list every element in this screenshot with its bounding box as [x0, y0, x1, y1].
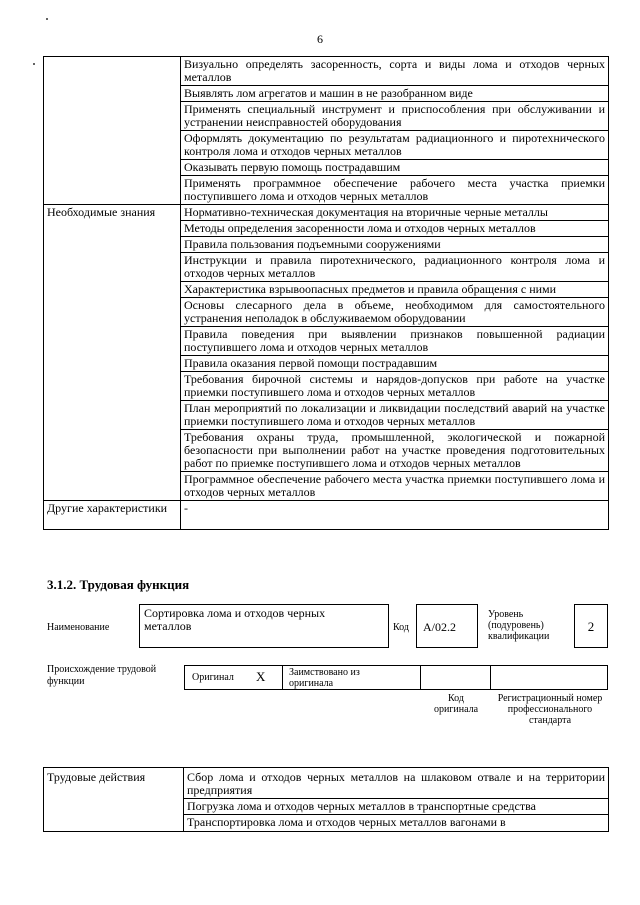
table-row — [44, 768, 609, 799]
action-item: Сбор лома и отходов черных металлов на шлаковом отвале и на территории предприятия — [184, 768, 609, 799]
level-label: Уровень (подуровень) квалификации — [488, 609, 550, 642]
knowledge-item: План мероприятий по локализации и ликвидации последствий аварий на участке приемки поступившего лома и отходов черных металлов — [181, 401, 609, 430]
knowledge-item: Характеристика взрывоопасных предметов и правила обращения с ними — [181, 282, 609, 298]
knowledge-item: Методы определения засоренности лома и отходов черных металлов — [181, 221, 609, 237]
table-row — [44, 205, 609, 221]
skill-item: Выявлять лом агрегатов и машин в не разобранном виде — [181, 86, 609, 102]
original-mark: X — [256, 669, 266, 684]
section-title: 3.1.2. Трудовая функция — [47, 577, 190, 592]
action-item: Транспортировка лома и отходов черных металлов вагонами в — [184, 815, 609, 832]
scan-speck — [33, 63, 35, 65]
skill-item: Применять программное обеспечение рабочего места участка приемки поступившего лома и отходов черных металлов — [181, 176, 609, 205]
skills-knowledge-table — [43, 56, 609, 530]
original-label: Оригинал — [192, 672, 234, 683]
skill-item: Оформлять документацию по результатам радиационного и пиротехнического контроля лома и отходов черных металлов — [181, 131, 609, 160]
origin-code-box — [420, 665, 491, 690]
code-value: А/02.2 — [423, 620, 456, 634]
knowledge-item: Правила поведения при выявлении признаков повышенной радиации поступившего лома и отходов черных металлов — [181, 327, 609, 356]
name-value: Сортировка лома и отходов черных металлов — [144, 606, 326, 633]
code-original-caption: Код оригинала — [433, 693, 479, 715]
skills-label-cell — [44, 57, 181, 205]
origin-reg-box — [490, 665, 608, 690]
knowledge-item: Требования бирочной системы и нарядов-допусков при работе на участке приемки поступившего лома и отходов черных металлов — [181, 372, 609, 401]
skill-item: Оказывать первую помощь пострадавшим — [181, 160, 609, 176]
knowledge-item: Нормативно-техническая документация на вторичные черные металлы — [181, 205, 609, 221]
name-label: Наименование — [47, 622, 110, 633]
page-number: 6 — [317, 32, 323, 46]
knowledge-item: Основы слесарного дела в объеме, необходимом для самостоятельного устранения неполадок в обслуживаемом оборудовании — [181, 298, 609, 327]
level-value: 2 — [587, 619, 595, 634]
skill-item: Визуально определять засоренность, сорта и виды лома и отходов черных металлов — [181, 57, 609, 86]
origin-label: Происхождение трудовой функции — [47, 664, 157, 687]
borrowed-label: Заимствовано из оригинала — [289, 667, 360, 689]
knowledge-item: Правила оказания первой помощи пострадавшим — [181, 356, 609, 372]
code-label: Код — [393, 622, 409, 633]
other-characteristics-value: - — [181, 501, 609, 530]
table-row — [44, 57, 609, 86]
skill-item: Применять специальный инструмент и приспособления при обслуживании и устранении неисправностей оборудования — [181, 102, 609, 131]
knowledge-item: Правила пользования подъемными сооружениями — [181, 237, 609, 253]
knowledge-label: Необходимые знания — [44, 205, 181, 501]
knowledge-item: Инструкции и правила пиротехнического, радиационного контроля лома и отходов черных металлов — [181, 253, 609, 282]
knowledge-item: Требования охраны труда, промышленной, экологической и пожарной безопасности при выполнении работ на участке проведения подготовительных работ по приемке поступившего лома и отходов черных металлов — [181, 430, 609, 472]
knowledge-item: Программное обеспечение рабочего места участка приемки поступившего лома и отходов черных металлов — [181, 472, 609, 501]
table-row — [44, 501, 609, 530]
actions-label: Трудовые действия — [44, 768, 184, 832]
actions-table — [43, 767, 609, 832]
scan-speck — [46, 18, 48, 20]
reg-number-caption: Регистрационный номер профессионального стандарта — [497, 693, 603, 726]
action-item: Погрузка лома и отходов черных металлов в транспортные средства — [184, 799, 609, 815]
other-characteristics-label: Другие характеристики — [44, 501, 181, 530]
